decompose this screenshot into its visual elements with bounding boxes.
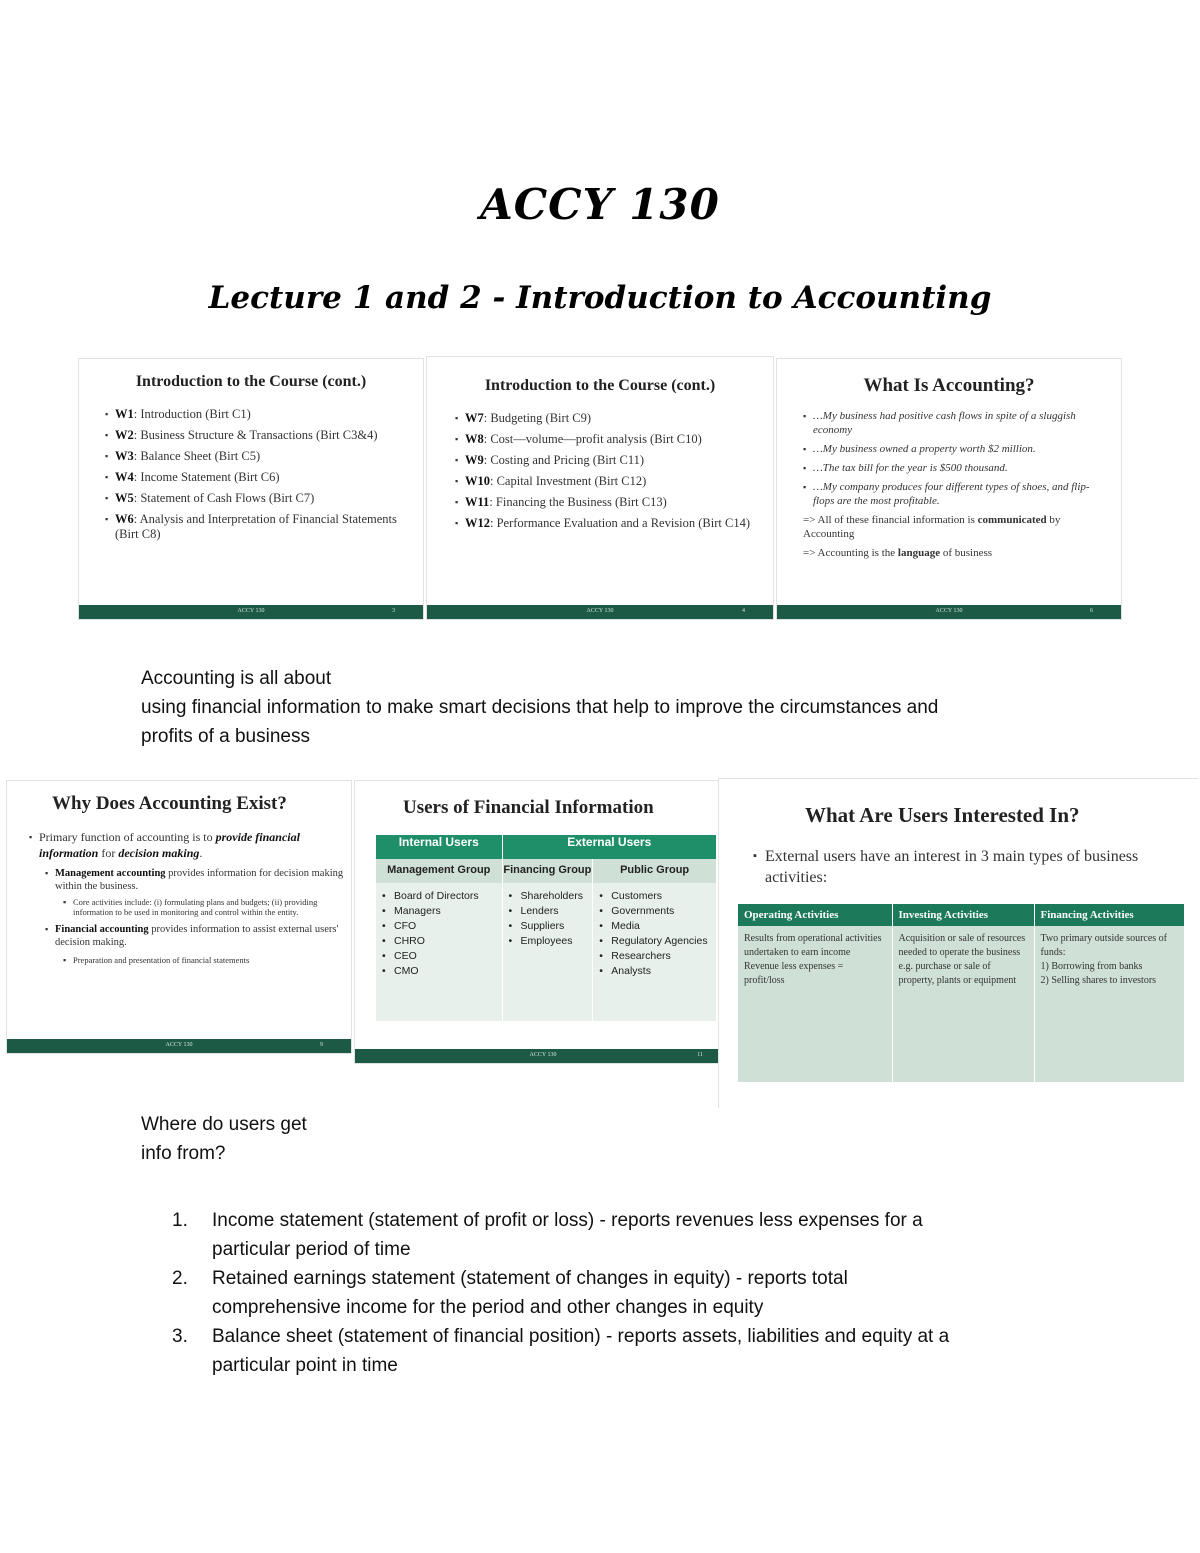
public-group-cell [593,883,716,1021]
internal-users-header: Internal Users [376,835,502,859]
list-item: • Media [599,919,710,934]
slide-title: Introduction to the Course (cont.) [484,377,716,394]
footer-page-number: 11 [697,1052,703,1058]
list-item: ▪ W11: Financing the Business (Birt C13) [455,495,755,510]
list-item: ▪ W9: Costing and Pricing (Birt C11) [455,453,755,468]
operating-cell: Results from operational activities undertaken to earn income Revenue less expenses = profit/loss [738,926,892,1082]
arrow-statement-communicated: => All of these financial information is communicated by Accounting [803,514,1061,540]
list-item: ▪ …My business had positive cash flows in spite of a sluggish economy [803,409,1099,437]
financing-group-cell [502,883,593,1021]
slide-title: What Are Users Interested In? [805,803,1080,827]
note-accounting-about [141,664,1101,751]
list-item: ▪ W3: Balance Sheet (Birt C5) [105,449,405,464]
note-line: Accounting is all about [141,668,332,689]
slide-footer [427,605,773,619]
interest-bullet: ▪ External users have an interest in 3 main types of business activities: [753,848,1139,886]
slide-users-financial-info [354,780,732,1064]
document-title: ACCY 130 [480,180,720,229]
list-item: • Suppliers [509,919,587,934]
list-item: ▪ W5: Statement of Cash Flows (Birt C7) [105,491,405,506]
financial-statements-list [172,1206,1072,1380]
list-item: • Board of Directors [382,889,496,904]
why-list [29,829,351,965]
slide-footer [79,605,423,619]
financing-cell [1034,926,1184,1082]
note-line: profits of a business [141,726,310,747]
footer-label: ACCY 130 [237,608,265,614]
slide-footer [7,1039,351,1053]
list-item: ▪ W1: Introduction (Birt C1) [105,407,405,422]
list-item: • CFO [382,919,496,934]
list-item: ▪ …My business owned a property worth $2 million. [803,442,1099,456]
arrow-statement-language: => Accounting is the language of business [803,547,993,559]
footer-label: ACCY 130 [529,1052,557,1058]
note-line: using financial information to make smart decisions that help to improve the circumstances and [141,697,939,718]
list-item: ▪ W2: Business Structure & Transactions (Birt C3&4) [105,428,405,443]
footer-label: ACCY 130 [165,1042,193,1048]
note-line: info from? [141,1143,226,1164]
list-item: ▪ W7: Budgeting (Birt C9) [455,411,755,426]
footer-label: ACCY 130 [586,608,614,614]
list-item: ▪ Preparation and presentation of financial statements [63,955,351,965]
list-item: • CMO [382,964,496,979]
slide-intro-course-1 [78,358,424,620]
footer-page-number: 9 [320,1042,323,1048]
group-header: Financing Group [502,859,593,883]
quote-list [803,409,1099,508]
list-item: • Employees [509,934,587,949]
slide-title: Users of Financial Information [403,797,654,818]
document-subtitle: Lecture 1 and 2 - Introduction to Accounting [208,280,992,316]
list-item: • Lenders [509,904,587,919]
list-item: ▪ Core activities include: (i) formulating plans and budgets; (ii) providing information to be used in monitoring and control within the entity. [63,897,351,917]
list-item: • Managers [382,904,496,919]
list-item: ▪ Financial accounting provides information to assist external users' decision making. [45,923,351,949]
activity-header: Financing Activities [1034,904,1184,926]
group-header: Public Group [593,859,716,883]
users-table [376,835,716,1021]
list-item: • Researchers [599,949,710,964]
financing-intro: Two primary outside sources of funds: [1040,933,1167,958]
footer-page-number: 3 [392,608,395,614]
slide-title: Introduction to the Course (cont.) [135,373,367,390]
list-number: 2. [172,1268,188,1289]
week-list [455,411,755,531]
financing-item: 2) Selling shares to investors [1040,975,1157,986]
slide-what-is-accounting [776,358,1122,620]
list-item: • Regulatory Agencies [599,934,710,949]
list-item: • Governments [599,904,710,919]
list-item: ▪ W4: Income Statement (Birt C6) [105,470,405,485]
list-item: • Customers [599,889,710,904]
list-item: ▪ W10: Capital Investment (Birt C12) [455,474,755,489]
list-item: ▪ …My company produces four different types of shoes, and flip-flops are the most profitable. [803,480,1099,508]
list-item: ▪ Management accounting provides information for decision making within the business. [45,867,351,893]
management-group-cell [376,883,502,1021]
list-item: ▪ Primary function of accounting is to provide financial information for decision making. [29,829,351,861]
external-users-header: External Users [502,835,716,859]
list-item: 3. Balance sheet (statement of financial position) - reports assets, liabilities and equity at a particular point in time [172,1322,1072,1380]
list-item: • Analysts [599,964,710,979]
activity-header: Investing Activities [892,904,1034,926]
slide-users-interests [718,778,1198,1108]
list-item: 2. Retained earnings statement (statement of changes in equity) - reports total comprehensive income for the period and other changes in equity [172,1264,1072,1322]
group-header: Management Group [376,859,502,883]
list-number: 1. [172,1210,188,1231]
note-line: Where do users get [141,1114,307,1135]
list-item: 1. Income statement (statement of profit or loss) - reports revenues less expenses for a particular period of time [172,1206,1072,1264]
slide-footer [777,605,1121,619]
footer-label: ACCY 130 [935,608,963,614]
list-item: • Shareholders [509,889,587,904]
list-item: ▪ W12: Performance Evaluation and a Revision (Birt C14) [455,516,755,531]
week-list [105,407,405,542]
list-item: ▪ W8: Cost—volume—profit analysis (Birt C10) [455,432,755,447]
list-item: • CEO [382,949,496,964]
list-number: 3. [172,1326,188,1347]
slide-intro-course-2 [426,356,774,620]
slide-title: What Is Accounting? [863,375,1035,396]
list-item: ▪ W6: Analysis and Interpretation of Financial Statements (Birt C8) [105,512,405,542]
note-where-users-get-info [141,1110,441,1168]
slide-footer [355,1049,731,1063]
investing-cell: Acquisition or sale of resources needed to operate the business e.g. purchase or sale of property, plants or equipment [892,926,1034,1082]
slide-why-accounting-exists [6,780,352,1054]
financing-item: 1) Borrowing from banks [1040,961,1143,972]
footer-page-number: 4 [742,608,745,614]
footer-page-number: 6 [1090,608,1093,614]
activities-table [738,904,1184,1082]
activity-header: Operating Activities [738,904,892,926]
list-item: • CHRO [382,934,496,949]
list-item: ▪ …The tax bill for the year is $500 thousand. [803,461,1099,475]
slide-title: Why Does Accounting Exist? [52,793,287,814]
